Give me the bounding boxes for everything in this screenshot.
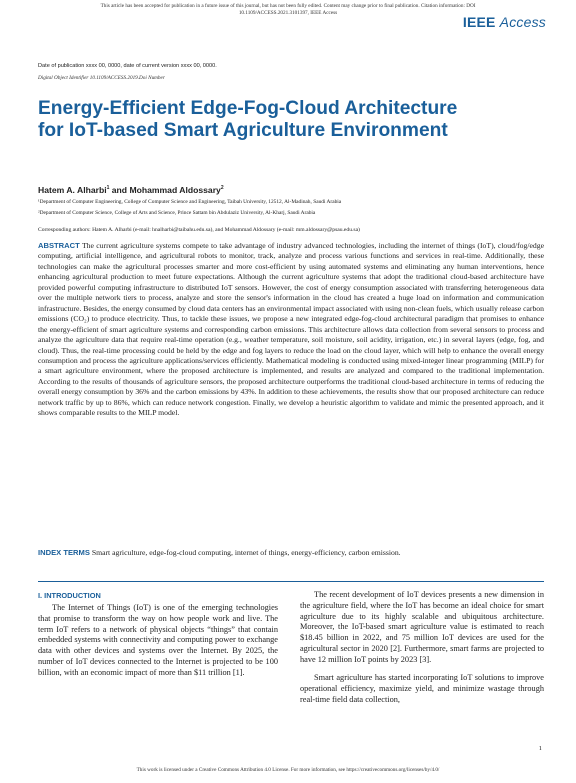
paper-title: Energy-Efficient Edge-Fog-Cloud Architecture for IoT-based Smart Agriculture Environment — [38, 98, 458, 141]
author-2-affil: 2 — [220, 185, 224, 192]
doi-line: Digital Object Identifier 10.1109/ACCESS.2019.Doi Number — [38, 75, 165, 81]
abstract-label: ABSTRACT — [38, 241, 80, 250]
author-1: Hatem A. Alharbi — [38, 185, 107, 195]
index-terms — [38, 548, 544, 558]
author-2: Mohammad Aldossary — [129, 185, 221, 195]
acceptance-notice-line1: This article has been accepted for publication in a future issue of this journal, but has not been fully edited. Content may change prior to final publication. Citation information: DOI — [100, 3, 476, 9]
page-number: 1 — [538, 745, 542, 752]
right-column — [300, 590, 544, 706]
left-column — [38, 603, 278, 678]
author-1-affil: 1 — [106, 185, 110, 192]
abstract-text: The current agriculture systems compete to take advantage of industry advanced technologies, including the internet of things (IoT), cloud/fog/edge computing, artificial intelligence, and agricultural robots to monitor, track, analyze and process various functions and services in real-time. Additionally, these technologies can make the agricultural processes smarter and more cost-efficient by using automated systems and eliminating any human interventions, hence enhancing agricultural production to meet future expectations. Although the current agriculture systems that adopt the traditional cloud-based architecture have provided powerful computing infrastructure to distributed IoT sensors. However, the cost of energy consumption associated with transferring heterogeneous data over the multiple network tiers to process, analyze and store the sensor's information in the cloud has created a huge load on information and communication infrastructure. Besides, the energy consumed by cloud data centers has an environmental impact associated with using non-clean fuels, which usually release carbon emissions (CO₂) to produce electricity. Thus, to tackle these issues, we propose a new integrated edge-fog-cloud architectural paradigm that promises to enhance the energy-efficient of smart agriculture systems and corresponding carbon emissions. This architecture allows data collection from several sensors to process and analyze the agriculture data that require real-time operation (e.g., weather temperature, soil moisture, soil acidity, irrigation, etc.) in several layers (edge, fog, and cloud). Thus, the real-time processing could be held by the edge and fog layers to reduce the load on the cloud layer, which will help to enhance the overall energy consumption and process the agriculture applications/services efficiently. Mathematical modeling is conducted using mixed-integer linear programming (MILP) for a smart agriculture environment, where the proposed architecture is implemented, and results are analyzed and compared to the traditional implementation. According to the results of thousands of agriculture sensors, the proposed architecture outperforms the traditional cloud-based architecture in terms of reducing the overall energy consumption by 36% and the carbon emissions by 43%. In addition to these achievements, the results show that our proposed architecture can reduce network traffic by up to 86%, which can reduce network congestion. Finally, we develop a heuristic algorithm to validate and mimic the presented approach, and it shows comparable results to the MILP model. — [38, 241, 544, 418]
corresponding-authors: Corresponding authors: Hatem A. Alharbi (e-mail: hnalharbi@taibahu.edu.sa), and Mohammad Aldossary (e-mail: mm.aldossary@psau.edu.sa) — [38, 227, 360, 233]
ieee-access-logo — [463, 14, 546, 30]
author-list — [38, 185, 224, 195]
intro-paragraph-2: The recent development of IoT devices presents a new dimension in the agriculture field, where the IoT has become an ideal choice for smart agriculture due to its highly scalable and ubiquitous architecture. Moreover, the IoT-based smart agriculture value is estimated to reach $18.45 billion in 2022, and 75 million IoT devices are used for the agricultural sector in 2020 [2]. Furthermore, smart farms are projected to have 12 million IoT points by 2023 [3]. — [300, 590, 544, 664]
logo-accent-text: Access — [499, 14, 546, 30]
index-terms-text: Smart agriculture, edge-fog-cloud computing, internet of things, energy-efficiency, carbon emission. — [91, 548, 401, 557]
publication-date: Date of publication xxxx 00, 0000, date of current version xxxx 00, 0000. — [38, 63, 217, 69]
section-divider — [38, 581, 544, 582]
intro-paragraph-3: Smart agriculture has started incorporating IoT solutions to improve operational efficiency, maximize yield, and minimize wastage through real-time field data collection, — [300, 673, 544, 704]
affiliation-1: ¹Department of Computer Engineering, College of Computer Science and Engineering, Taibah University, 12512, Al-Madinah, Saudi Arabia — [38, 199, 342, 205]
abstract — [38, 241, 544, 419]
acceptance-notice-line2: 10.1109/ACCESS.2021.3101397, IEEE Access — [238, 10, 338, 16]
affiliation-2: ²Department of Computer Science, College of Arts and Science, Prince Sattam bin Abdulaziz University, Al-Kharj, Saudi Arabia — [38, 210, 316, 216]
author-conjunction: and — [109, 185, 130, 195]
license-footer: This work is licensed under a Creative Commons Attribution 4.0 License. For more information, see https://creativecommons.org/licenses/by/4.0/ — [136, 767, 440, 773]
logo-main-text: IEEE — [462, 14, 496, 30]
index-terms-label: INDEX TERMS — [38, 548, 90, 557]
intro-paragraph-1: The Internet of Things (IoT) is one of the emerging technologies that promise to transform the way on how people work and live. The term IoT refers to a network of physical objects “things” that contain embedded systems with connectivity and computing power to exchange data with other devices and systems over the Internet. By 2025, the number of IoT devices connected to the Internet is projected to be 100 billion, with an economic impact of more than $11 trillion [1]. — [38, 603, 278, 677]
section-heading-introduction: I. INTRODUCTION — [38, 591, 101, 600]
